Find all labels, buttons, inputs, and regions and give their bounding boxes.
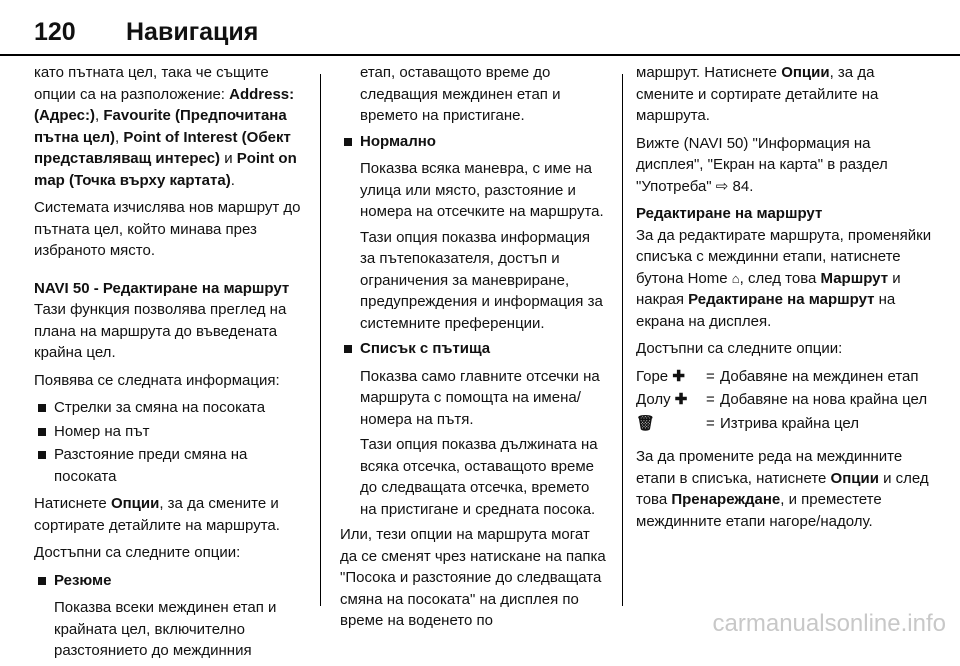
paragraph-reorder: За да промените реда на междинните етапи в списъка, натиснете Опции и след това Пренареждане, и преместете междинните етапи нагоре/надолу. xyxy=(636,448,929,530)
option-summary-text-cont: етап, оставащото време до следващия междинен етап и времето на пристигане. xyxy=(360,64,561,124)
option-roads-title: Списък с пътища xyxy=(340,338,608,360)
list-item: Стрелки за смяна на посоката xyxy=(34,397,306,419)
section-title: Навигация xyxy=(126,17,259,46)
option-row xyxy=(636,389,936,411)
paragraph-destination-options: като пътната цел, така че същите опции са на разположение: Address: (Адрес:), Favourite (Предпочитана пътна цел), Point of Interest (Обект представляващ интерес) и Point on map (Точка върху картата). xyxy=(34,64,297,189)
column-1 xyxy=(34,62,306,666)
option-roads-text-2: Тази опция показва дължината на всяка отсечка, оставащото време до следващата отсечка, времето на пристигане и средната посока. xyxy=(360,436,598,518)
column-3 xyxy=(636,62,936,538)
option-equals: = xyxy=(706,391,715,408)
option-summary-title: Резюме xyxy=(34,570,306,592)
plus-icon: ✚ xyxy=(674,391,688,408)
paragraph-available-options: Достъпни са следните опции: xyxy=(34,544,241,561)
option-desc: Добавяне на междинен етап xyxy=(720,367,919,385)
option-normal-text-2: Тази опция показва информация за пътепоказателя, достъп и ограничения за маневриране, предупреждения и информация за системните преференции. xyxy=(360,228,603,332)
option-roads-text-1: Показва само главните отсечки на маршрута с помощта на имена/номера на пътя. xyxy=(360,367,600,428)
page-number: 120 xyxy=(34,17,76,46)
option-equals: = xyxy=(706,367,715,385)
plus-icon: ✚ xyxy=(672,367,685,385)
option-summary-text: Показва всеки междинен етап и крайната цел, включително разстоянието до междинния xyxy=(54,599,277,659)
paragraph-route-options: маршрут. Натиснете Опции, за да смените и сортирате детайлите на маршрута. xyxy=(636,64,879,124)
watermark: carmanualsonline.info xyxy=(712,610,946,637)
home-icon: ⌂ xyxy=(731,270,740,286)
list-item: Разстояние преди смяна на посоката xyxy=(34,444,306,487)
option-list-roads xyxy=(340,338,608,360)
option-normal-text-1: Показва всяка маневра, с име на улица или място, разстояние и номера на отсечките на маршрута. xyxy=(360,160,604,220)
trash-icon: 🗑 xyxy=(636,414,656,432)
paragraph-recalculate: Системата изчислява нов маршрут до пътната цел, който минава през избраното място. xyxy=(34,199,301,259)
option-normal-title: Нормално xyxy=(340,131,608,153)
column-divider-1 xyxy=(320,74,321,606)
page-header xyxy=(34,12,258,52)
option-row xyxy=(636,366,936,388)
paragraph-press-options: Натиснете Опции, за да смените и сортирате детайлите на маршрута. xyxy=(34,495,280,534)
option-desc: Изтрива крайна цел xyxy=(720,414,859,432)
option-label: Долу xyxy=(636,391,671,408)
column-2 xyxy=(340,62,608,638)
option-list-normal xyxy=(340,131,608,153)
paragraph-info-appears: Появява се следната информация: xyxy=(34,371,280,389)
option-row xyxy=(636,413,936,435)
list-item: Номер на път xyxy=(34,421,306,443)
paragraph-see-also: Вижте (NAVI 50) "Информация на дисплея", "Екран на карта" в раздел "Употреба" ⇨ 84. xyxy=(636,134,888,195)
paragraph-function: Тази функция позволява преглед на плана на маршрута до въведената крайна цел. xyxy=(34,301,287,361)
page-reference: ⇨ 84. xyxy=(715,177,754,195)
paragraph-available-options: Достъпни са следните опции: xyxy=(636,340,843,357)
heading-edit-route: Редактиране на маршрут xyxy=(636,205,823,222)
heading-navi50-edit-route: NAVI 50 - Редактиране на маршрут xyxy=(34,279,290,297)
option-equals: = xyxy=(706,414,715,432)
option-desc: Добавяне на нова крайна цел xyxy=(720,391,928,408)
header-rule xyxy=(0,54,960,56)
paragraph-alternative: Или, тези опции на маршрута могат да се сменят чрез натискане на папка "Посока и разстояние до следващата смяна на посоката" на дисплея по време на воденето по xyxy=(340,526,606,629)
info-list xyxy=(34,397,306,487)
option-list-summary xyxy=(34,570,306,592)
column-divider-2 xyxy=(622,74,623,606)
paragraph-edit-route: За да редактирате маршрута, променяйки списъка с междинни етапи, натиснете бутона Home ⌂, след това Маршрут и накрая Редактиране на маршрут на екрана на дисплея. xyxy=(636,226,932,330)
option-label: Горе xyxy=(636,367,669,385)
